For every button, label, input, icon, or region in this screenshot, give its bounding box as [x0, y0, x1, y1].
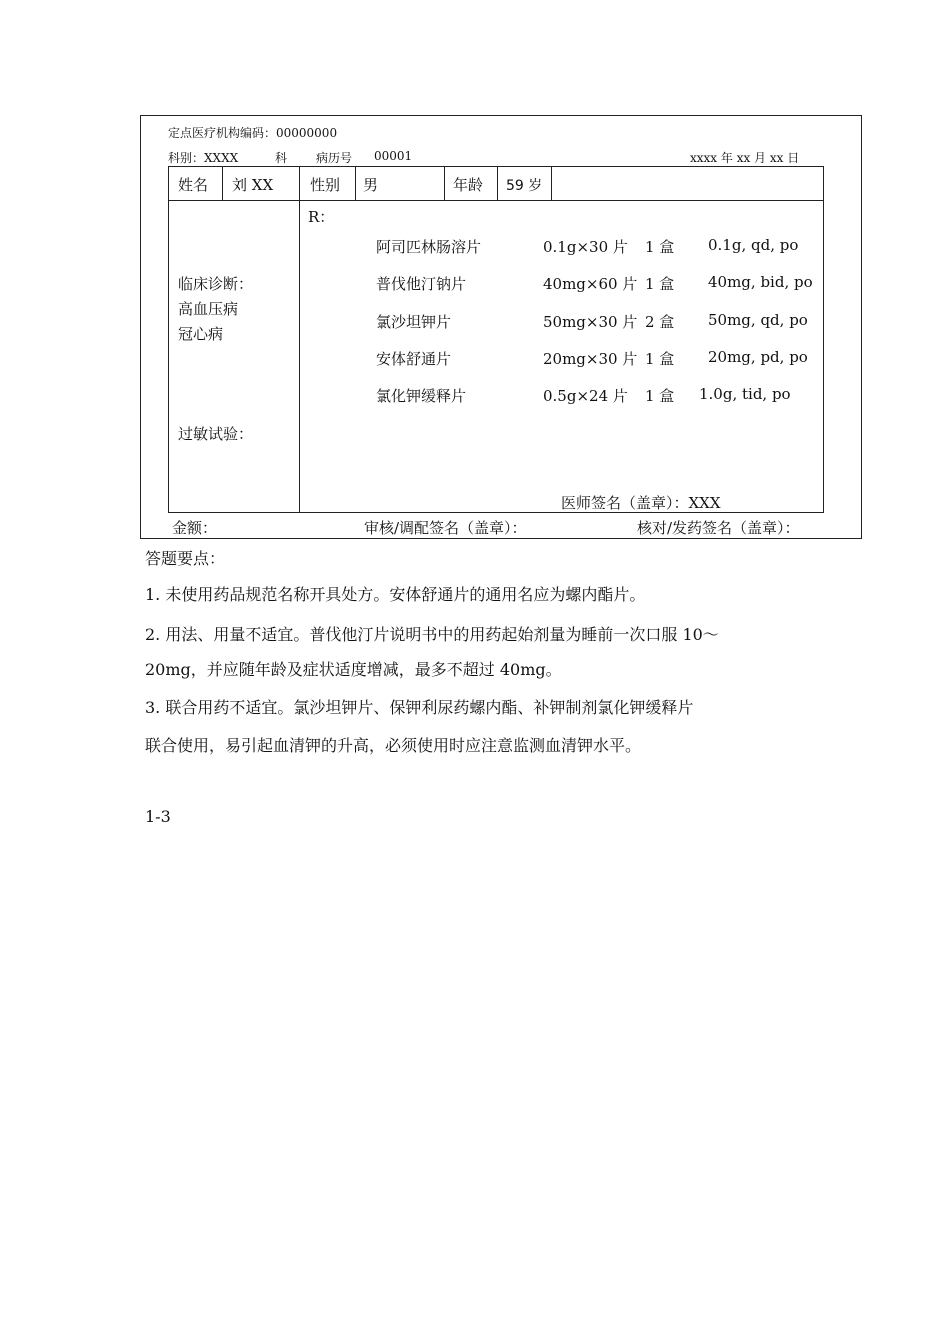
- check-signature: 核对/发药签名（盖章）：: [637, 519, 800, 537]
- drug-spec: 50mg×30 片: [543, 313, 638, 331]
- sex-label: 性别: [310, 176, 341, 194]
- drug-name: 氯化钾缓释片: [376, 387, 467, 405]
- sex-value: 男: [363, 176, 379, 194]
- drug-name: 阿司匹林肠溶片: [376, 238, 482, 256]
- col-divider: [551, 166, 552, 200]
- age-label: 年龄: [453, 176, 484, 194]
- drug-qty: 2 盒: [645, 313, 675, 331]
- drug-usage: 20mg, pd, po: [708, 348, 808, 366]
- drug-usage: 40mg, bid, po: [708, 273, 813, 291]
- record-label: 病历号: [316, 151, 353, 165]
- diagnosis-item: 冠心病: [178, 325, 224, 343]
- answer-line: 联合使用，易引起血清钾的升高，必须使用时应注意监测血清钾水平。: [145, 736, 642, 755]
- age-value: 59 岁: [506, 178, 543, 194]
- answer-line: 2. 用法、用量不适宜。普伐他汀片说明书中的用药起始剂量为睡前一次口服 10～: [145, 625, 719, 644]
- page-number: 1-3: [145, 807, 171, 826]
- drug-usage: 0.1g, qd, po: [708, 236, 799, 254]
- drug-qty: 1 盒: [645, 275, 675, 293]
- allergy-test-label: 过敏试验：: [178, 425, 254, 443]
- answer-line: 3. 联合用药不适宜。氯沙坦钾片、保钾利尿药螺内酯、补钾制剂氯化钾缓释片: [145, 698, 694, 717]
- drug-name: 普伐他汀钠片: [376, 275, 467, 293]
- drug-usage: 1.0g, tid, po: [699, 385, 791, 403]
- col-divider: [444, 166, 445, 200]
- row-divider: [168, 200, 824, 201]
- rx-symbol: R：: [308, 208, 335, 226]
- col-divider: [355, 166, 356, 200]
- institution-code: 定点医疗机构编码：00000000: [168, 126, 338, 140]
- name-value: 刘 XX: [232, 176, 274, 194]
- drug-spec: 0.1g×30 片: [543, 238, 628, 256]
- col-divider: [222, 166, 223, 200]
- col-divider: [299, 166, 300, 513]
- col-divider: [497, 166, 498, 200]
- drug-qty: 1 盒: [645, 350, 675, 368]
- answer-line: 20mg，并应随年龄及症状适度增减，最多不超过 40mg。: [145, 660, 562, 679]
- prescription-date: xxxx 年 xx 月 xx 日: [690, 151, 800, 165]
- drug-spec: 0.5g×24 片: [543, 387, 628, 405]
- drug-spec: 20mg×30 片: [543, 350, 638, 368]
- drug-usage: 50mg, qd, po: [708, 311, 808, 329]
- diagnosis-label: 临床诊断：: [178, 275, 254, 293]
- amount-label: 金额：: [172, 519, 218, 537]
- drug-qty: 1 盒: [645, 238, 675, 256]
- name-label: 姓名: [178, 176, 209, 194]
- drug-name: 安体舒通片: [376, 350, 452, 368]
- drug-qty: 1 盒: [645, 387, 675, 405]
- doctor-signature: 医师签名（盖章）：XXX: [561, 494, 721, 512]
- answer-line: 1. 未使用药品规范名称开具处方。安体舒通片的通用名应为螺内酯片。: [145, 585, 646, 604]
- drug-spec: 40mg×60 片: [543, 275, 638, 293]
- review-signature: 审核/调配签名（盖章）：: [364, 519, 527, 537]
- department: 科别：XXXX: [168, 151, 239, 165]
- record-number: 00001: [374, 149, 413, 163]
- diagnosis-item: 高血压病: [178, 300, 239, 318]
- prescription-table: [168, 166, 824, 513]
- department-suffix: 科: [275, 151, 288, 165]
- drug-name: 氯沙坦钾片: [376, 313, 452, 331]
- answer-title: 答题要点：: [145, 549, 226, 568]
